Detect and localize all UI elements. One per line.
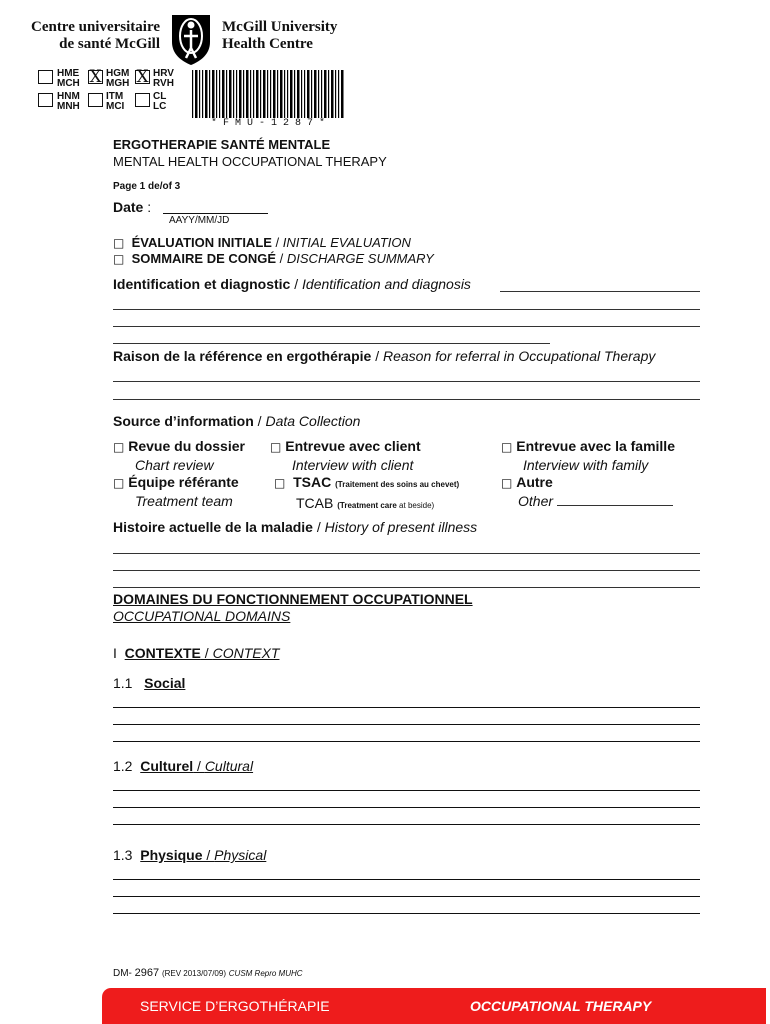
barcode: [192, 70, 344, 118]
option-discharge-en: DISCHARGE SUMMARY: [286, 251, 434, 266]
site-label-lc: CL LC: [153, 91, 167, 112]
page-number: Page 1 de/of 3: [113, 181, 181, 192]
physical-heading: 1.3 Physique / Physical: [113, 847, 267, 863]
service-banner: [102, 988, 766, 1024]
service-banner-fr: SERVICE D’ERGOTHÉRAPIE: [140, 998, 330, 1014]
option-interview-family[interactable]: □ Entrevue avec la famille Interview with family: [501, 438, 675, 473]
cultural-line-2[interactable]: [113, 807, 700, 808]
form-code: DM- 2967 (REV 2013/07/09) CUSM Repro MUHC: [113, 967, 303, 979]
site-label-mgh: HGM MGH: [106, 68, 130, 89]
identification-line-4[interactable]: [113, 343, 550, 344]
identification-line-3[interactable]: [113, 326, 700, 327]
history-line-2[interactable]: [113, 570, 700, 571]
history-heading: Histoire actuelle de la maladie / History of present illness: [113, 519, 478, 535]
referral-line-1[interactable]: [113, 381, 700, 382]
referral-heading: Raison de la référence en ergothérapie / Reason for referral in Occupational Therapy: [113, 348, 656, 364]
domains-heading-fr: DOMAINES DU FONCTIONNEMENT OCCUPATIONNEL: [113, 591, 473, 607]
history-line-3[interactable]: [113, 587, 700, 588]
option-treatment-team[interactable]: □ Équipe référante Treatment team: [113, 474, 239, 509]
context-heading: I CONTEXTE / CONTEXT: [113, 645, 280, 661]
identification-heading: Identification et diagnostic / Identification and diagnosis: [113, 276, 471, 292]
checkbox-icon[interactable]: □: [501, 476, 513, 490]
physical-line-1[interactable]: [113, 879, 700, 880]
date-field[interactable]: [163, 213, 268, 214]
muhc-name-en: [222, 19, 337, 53]
muhc-name-en-line2: Health Centre: [222, 36, 313, 52]
site-label-rvh: HRV RVH: [153, 68, 174, 89]
other-field[interactable]: [557, 505, 673, 506]
site-checkbox-mgh[interactable]: X: [89, 67, 102, 87]
physical-line-3[interactable]: [113, 913, 700, 914]
checkbox-icon[interactable]: □: [113, 476, 125, 490]
option-discharge-summary[interactable]: □ SOMMAIRE DE CONGÉ / DISCHARGE SUMMARY: [113, 251, 434, 266]
site-label-mnh: HNM MNH: [57, 91, 80, 112]
referral-line-2[interactable]: [113, 399, 700, 400]
identification-line-2[interactable]: [113, 309, 700, 310]
service-banner-en: OCCUPATIONAL THERAPY: [470, 998, 652, 1014]
muhc-name-fr-line2: de santé McGill: [59, 36, 160, 52]
checkbox-icon[interactable]: □: [113, 440, 125, 454]
date-label-text: Date: [113, 199, 144, 215]
site-checkbox-rvh[interactable]: X: [136, 67, 149, 87]
muhc-name-fr: [30, 19, 160, 53]
option-chart-review[interactable]: □ Revue du dossier Chart review: [113, 438, 245, 473]
checkbox-icon[interactable]: □: [113, 252, 125, 266]
cultural-line-3[interactable]: [113, 824, 700, 825]
checkbox-icon[interactable]: □: [274, 476, 286, 490]
muhc-name-en-line1: McGill University: [222, 19, 338, 35]
cultural-line-1[interactable]: [113, 790, 700, 791]
muhc-shield-logo: [169, 12, 213, 66]
source-heading: Source d’information / Data Collection: [113, 413, 361, 429]
barcode-text: * F M U - 1 2 8 7 *: [210, 118, 326, 129]
site-label-mci: ITM MCI: [106, 91, 125, 112]
form-title-en: MENTAL HEALTH OCCUPATIONAL THERAPY: [113, 154, 387, 169]
site-checkbox-lc[interactable]: [135, 93, 150, 107]
social-line-2[interactable]: [113, 724, 700, 725]
domains-heading-en: OCCUPATIONAL DOMAINS: [113, 608, 291, 624]
checkbox-icon[interactable]: □: [113, 236, 125, 250]
checkbox-icon[interactable]: □: [270, 440, 282, 454]
date-label-sep: :: [143, 199, 152, 215]
option-initial-fr: ÉVALUATION INITIALE: [131, 235, 272, 250]
date-label: [113, 199, 151, 215]
site-checkbox-mnh[interactable]: [38, 93, 53, 107]
option-discharge-fr: SOMMAIRE DE CONGÉ: [131, 251, 277, 266]
cultural-heading: 1.2 Culturel / Cultural: [113, 758, 254, 774]
option-initial-en: INITIAL EVALUATION: [282, 235, 411, 250]
option-interview-client[interactable]: □ Entrevue avec client Interview with client: [270, 438, 421, 473]
identification-line-1[interactable]: [500, 291, 700, 292]
date-format-hint: AAYY/MM/JD: [169, 215, 230, 226]
social-line-1[interactable]: [113, 707, 700, 708]
site-checkbox-mch[interactable]: [38, 70, 53, 84]
social-heading: 1.1 Social: [113, 675, 186, 691]
muhc-name-fr-line1: Centre universitaire: [30, 19, 160, 35]
site-checkbox-mci[interactable]: [88, 93, 103, 107]
checkbox-icon[interactable]: □: [501, 440, 513, 454]
site-label-mch: HME MCH: [57, 68, 80, 89]
option-other[interactable]: □ Autre Other: [501, 474, 554, 509]
physical-line-2[interactable]: [113, 896, 700, 897]
social-line-3[interactable]: [113, 741, 700, 742]
form-title-fr: ERGOTHERAPIE SANTÉ MENTALE: [113, 137, 331, 152]
option-initial-evaluation[interactable]: □ ÉVALUATION INITIALE / INITIAL EVALUATION: [113, 235, 411, 250]
option-tsac[interactable]: □ TSAC (Traitement des soins au chevet) TCAB (Treatment care at beside): [274, 474, 460, 511]
history-line-1[interactable]: [113, 553, 700, 554]
